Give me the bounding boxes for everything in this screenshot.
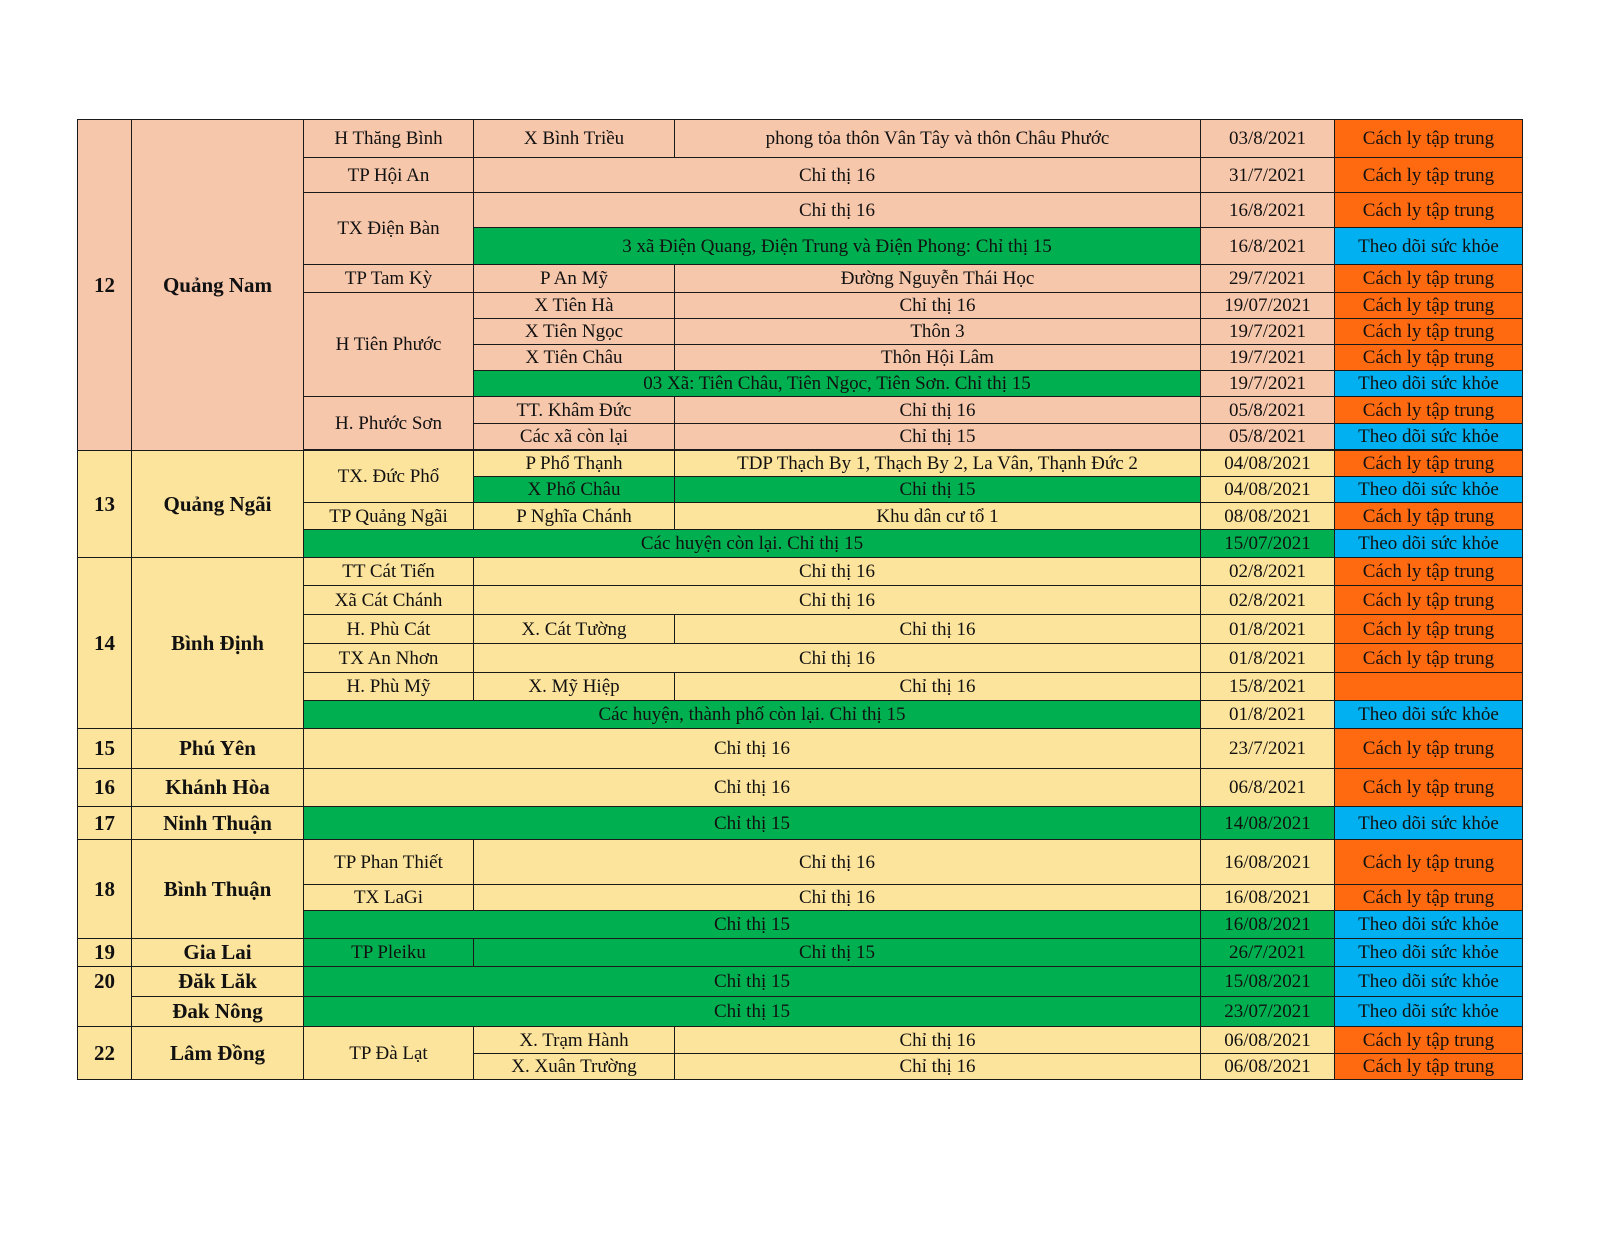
table-cell: Chỉ thị 16 (304, 769, 1201, 807)
table-cell: Chỉ thị 16 (474, 193, 1201, 228)
table-cell: Chỉ thị 15 (474, 939, 1201, 967)
table-row (78, 807, 1523, 840)
table-row (78, 1027, 1523, 1054)
table-cell: 08/08/2021 (1201, 503, 1335, 530)
table-row (78, 997, 1523, 1027)
table-cell: 01/8/2021 (1201, 644, 1335, 673)
province-cell: Đăk Lăk (132, 967, 304, 997)
table-cell: 04/08/2021 (1201, 451, 1335, 477)
table-cell: 3 xã Điện Quang, Điện Trung và Điện Phong: Chỉ thị 15 (474, 228, 1201, 265)
table-cell: Cách ly tập trung (1335, 558, 1523, 586)
table-cell: TP Quảng Ngãi (304, 503, 474, 530)
table-cell: Chỉ thị 16 (474, 558, 1201, 586)
table-cell: Chỉ thị 15 (675, 424, 1201, 450)
table-cell: Chỉ thị 15 (304, 911, 1201, 939)
table-cell: Cách ly tập trung (1335, 503, 1523, 530)
table-row (78, 729, 1523, 769)
table-cell: Chỉ thị 16 (675, 1054, 1201, 1080)
province-cell: Bình Thuận (132, 840, 304, 939)
table-cell: Chỉ thị 16 (304, 729, 1201, 769)
table-cell: Cách ly tập trung (1335, 345, 1523, 371)
table-cell: 23/7/2021 (1201, 729, 1335, 769)
table-cell: 06/08/2021 (1201, 1054, 1335, 1080)
table-cell: Cách ly tập trung (1335, 319, 1523, 345)
table-cell: 02/8/2021 (1201, 586, 1335, 615)
table-cell: Theo dõi sức khỏe (1335, 477, 1523, 503)
row-number-cell: 14 (78, 558, 132, 729)
table-cell: TDP Thạch By 1, Thạch By 2, La Vân, Thạnh Đức 2 (675, 451, 1201, 477)
table-cell: X Bình Triều (474, 120, 675, 158)
table-cell: X. Xuân Trường (474, 1054, 675, 1080)
table-cell: TX An Nhơn (304, 644, 474, 673)
table-cell: Khu dân cư tổ 1 (675, 503, 1201, 530)
table-cell: TT Cát Tiến (304, 558, 474, 586)
table-cell: Các xã còn lại (474, 424, 675, 450)
table-cell: TP Phan Thiết (304, 840, 474, 885)
table-cell: Cách ly tập trung (1335, 293, 1523, 319)
table-cell: 15/07/2021 (1201, 530, 1335, 558)
table-cell: Chỉ thị 16 (474, 644, 1201, 673)
table-cell: Thôn Hội Lâm (675, 345, 1201, 371)
table-cell: TT. Khâm Đức (474, 397, 675, 424)
table-cell: Cách ly tập trung (1335, 644, 1523, 673)
table-row (78, 451, 1523, 477)
table-cell: 16/08/2021 (1201, 885, 1335, 911)
table-cell: H Tiên Phước (304, 293, 474, 397)
province-cell: Đak Nông (132, 997, 304, 1027)
province-cell: Ninh Thuận (132, 807, 304, 840)
table-cell: Cách ly tập trung (1335, 769, 1523, 807)
table-cell: X. Cát Tường (474, 615, 675, 644)
table-cell: 16/08/2021 (1201, 840, 1335, 885)
table-cell: X Tiên Ngọc (474, 319, 675, 345)
table-row (78, 840, 1523, 885)
table-cell: 03 Xã: Tiên Châu, Tiên Ngọc, Tiên Sơn. Chỉ thị 15 (474, 371, 1201, 397)
table-row (78, 558, 1523, 586)
table-cell: Chỉ thị 16 (474, 840, 1201, 885)
table-cell: Chỉ thị 16 (675, 293, 1201, 319)
table-cell: 19/7/2021 (1201, 345, 1335, 371)
table-cell: Cách ly tập trung (1335, 158, 1523, 193)
table-cell: Cách ly tập trung (1335, 1054, 1523, 1080)
table-cell: X. Mỹ Hiệp (474, 673, 675, 701)
table-cell: 19/7/2021 (1201, 319, 1335, 345)
row-number-cell: 22 (78, 1027, 132, 1080)
table-cell: Chỉ thị 16 (675, 615, 1201, 644)
table-cell: 15/8/2021 (1201, 673, 1335, 701)
table-cell: Theo dõi sức khỏe (1335, 997, 1523, 1027)
table-cell: Chỉ thị 16 (474, 158, 1201, 193)
table-cell: phong tỏa thôn Vân Tây và thôn Châu Phước (675, 120, 1201, 158)
table-cell: Theo dõi sức khỏe (1335, 228, 1523, 265)
province-cell: Bình Định (132, 558, 304, 729)
table-body (78, 120, 1523, 1080)
table-cell: TP Tam Kỳ (304, 265, 474, 293)
table-cell: Chỉ thị 16 (675, 1027, 1201, 1054)
province-cell: Khánh Hòa (132, 769, 304, 807)
table-cell: Chỉ thị 16 (474, 885, 1201, 911)
table-cell: Cách ly tập trung (1335, 586, 1523, 615)
table-cell: 04/08/2021 (1201, 477, 1335, 503)
table-cell: Cách ly tập trung (1335, 451, 1523, 477)
table-cell: 03/8/2021 (1201, 120, 1335, 158)
table-cell: TX LaGi (304, 885, 474, 911)
row-number-cell: 13 (78, 451, 132, 558)
table-cell: 05/8/2021 (1201, 424, 1335, 450)
table-cell: Chỉ thị 16 (675, 673, 1201, 701)
table-cell: H. Phước Sơn (304, 397, 474, 450)
table-cell: Theo dõi sức khỏe (1335, 701, 1523, 729)
row-number-cell: 18 (78, 840, 132, 939)
table-cell: 15/08/2021 (1201, 967, 1335, 997)
table-cell: TP Đà Lạt (304, 1027, 474, 1080)
table-cell: 19/7/2021 (1201, 371, 1335, 397)
table-cell: H. Phù Cát (304, 615, 474, 644)
row-number-cell: 12 (78, 120, 132, 451)
table-cell: TP Hội An (304, 158, 474, 193)
table-cell: Đường Nguyễn Thái Học (675, 265, 1201, 293)
table-cell: Cách ly tập trung (1335, 265, 1523, 293)
table-cell: Cách ly tập trung (1335, 615, 1523, 644)
table-row (78, 769, 1523, 807)
table-cell: Theo dõi sức khỏe (1335, 371, 1523, 397)
table-row (78, 120, 1523, 158)
table-cell: 14/08/2021 (1201, 807, 1335, 840)
table-cell: Theo dõi sức khỏe (1335, 424, 1523, 450)
table-cell: 06/8/2021 (1201, 769, 1335, 807)
table-cell: X Tiên Hà (474, 293, 675, 319)
table-cell: TP Pleiku (304, 939, 474, 967)
province-cell: Gia Lai (132, 939, 304, 967)
table-cell: Các huyện còn lại. Chỉ thị 15 (304, 530, 1201, 558)
table-cell: Chỉ thị 16 (474, 586, 1201, 615)
table-cell: Chỉ thị 15 (304, 807, 1201, 840)
table-cell: Xã Cát Chánh (304, 586, 474, 615)
table-cell: Cách ly tập trung (1335, 120, 1523, 158)
table-cell: Cách ly tập trung (1335, 885, 1523, 911)
table-cell: 16/8/2021 (1201, 193, 1335, 228)
table-cell: 16/08/2021 (1201, 911, 1335, 939)
table-cell: Chỉ thị 15 (304, 997, 1201, 1027)
table-cell: X. Trạm Hành (474, 1027, 675, 1054)
table-cell: H. Phù Mỹ (304, 673, 474, 701)
table-cell: X Phổ Châu (474, 477, 675, 503)
table-cell: Theo dõi sức khỏe (1335, 911, 1523, 939)
covid-restrictions-table (77, 119, 1523, 1080)
table-cell: 19/07/2021 (1201, 293, 1335, 319)
table-cell: Theo dõi sức khỏe (1335, 939, 1523, 967)
table-cell: 26/7/2021 (1201, 939, 1335, 967)
province-cell: Quảng Ngãi (132, 451, 304, 558)
table-cell: 01/8/2021 (1201, 701, 1335, 729)
table-cell: Cách ly tập trung (1335, 840, 1523, 885)
table-cell: Cách ly tập trung (1335, 193, 1523, 228)
table-cell: Theo dõi sức khỏe (1335, 967, 1523, 997)
row-number-cell: 20 (78, 967, 132, 1027)
table-cell: Theo dõi sức khỏe (1335, 530, 1523, 558)
table-cell: P An Mỹ (474, 265, 675, 293)
table-cell: TX. Đức Phổ (304, 451, 474, 503)
table-cell: X Tiên Châu (474, 345, 675, 371)
table-cell: TX Điện Bàn (304, 193, 474, 265)
table-cell: 31/7/2021 (1201, 158, 1335, 193)
table-cell: Cách ly tập trung (1335, 397, 1523, 424)
table-cell: 02/8/2021 (1201, 558, 1335, 586)
table-cell: H Thăng Bình (304, 120, 474, 158)
row-number-cell: 19 (78, 939, 132, 967)
table-cell: 16/8/2021 (1201, 228, 1335, 265)
table-row (78, 967, 1523, 997)
table-cell (1335, 673, 1523, 701)
table-cell: Cách ly tập trung (1335, 729, 1523, 769)
row-number-cell: 17 (78, 807, 132, 840)
table-cell: 23/07/2021 (1201, 997, 1335, 1027)
table-cell: 01/8/2021 (1201, 615, 1335, 644)
table-cell: Thôn 3 (675, 319, 1201, 345)
table-cell: 29/7/2021 (1201, 265, 1335, 293)
table-cell: P Phổ Thạnh (474, 451, 675, 477)
table-cell: P Nghĩa Chánh (474, 503, 675, 530)
table-cell: Chỉ thị 15 (304, 967, 1201, 997)
table-cell: 06/08/2021 (1201, 1027, 1335, 1054)
table-cell: Chỉ thị 16 (675, 397, 1201, 424)
table-cell: Theo dõi sức khỏe (1335, 807, 1523, 840)
row-number-cell: 15 (78, 729, 132, 769)
table-row (78, 939, 1523, 967)
row-number-cell: 16 (78, 769, 132, 807)
table-cell: Chỉ thị 15 (675, 477, 1201, 503)
province-cell: Phú Yên (132, 729, 304, 769)
table-cell: 05/8/2021 (1201, 397, 1335, 424)
table-cell: Các huyện, thành phố còn lại. Chỉ thị 15 (304, 701, 1201, 729)
table-cell: Cách ly tập trung (1335, 1027, 1523, 1054)
province-cell: Quảng Nam (132, 120, 304, 451)
province-cell: Lâm Đồng (132, 1027, 304, 1080)
